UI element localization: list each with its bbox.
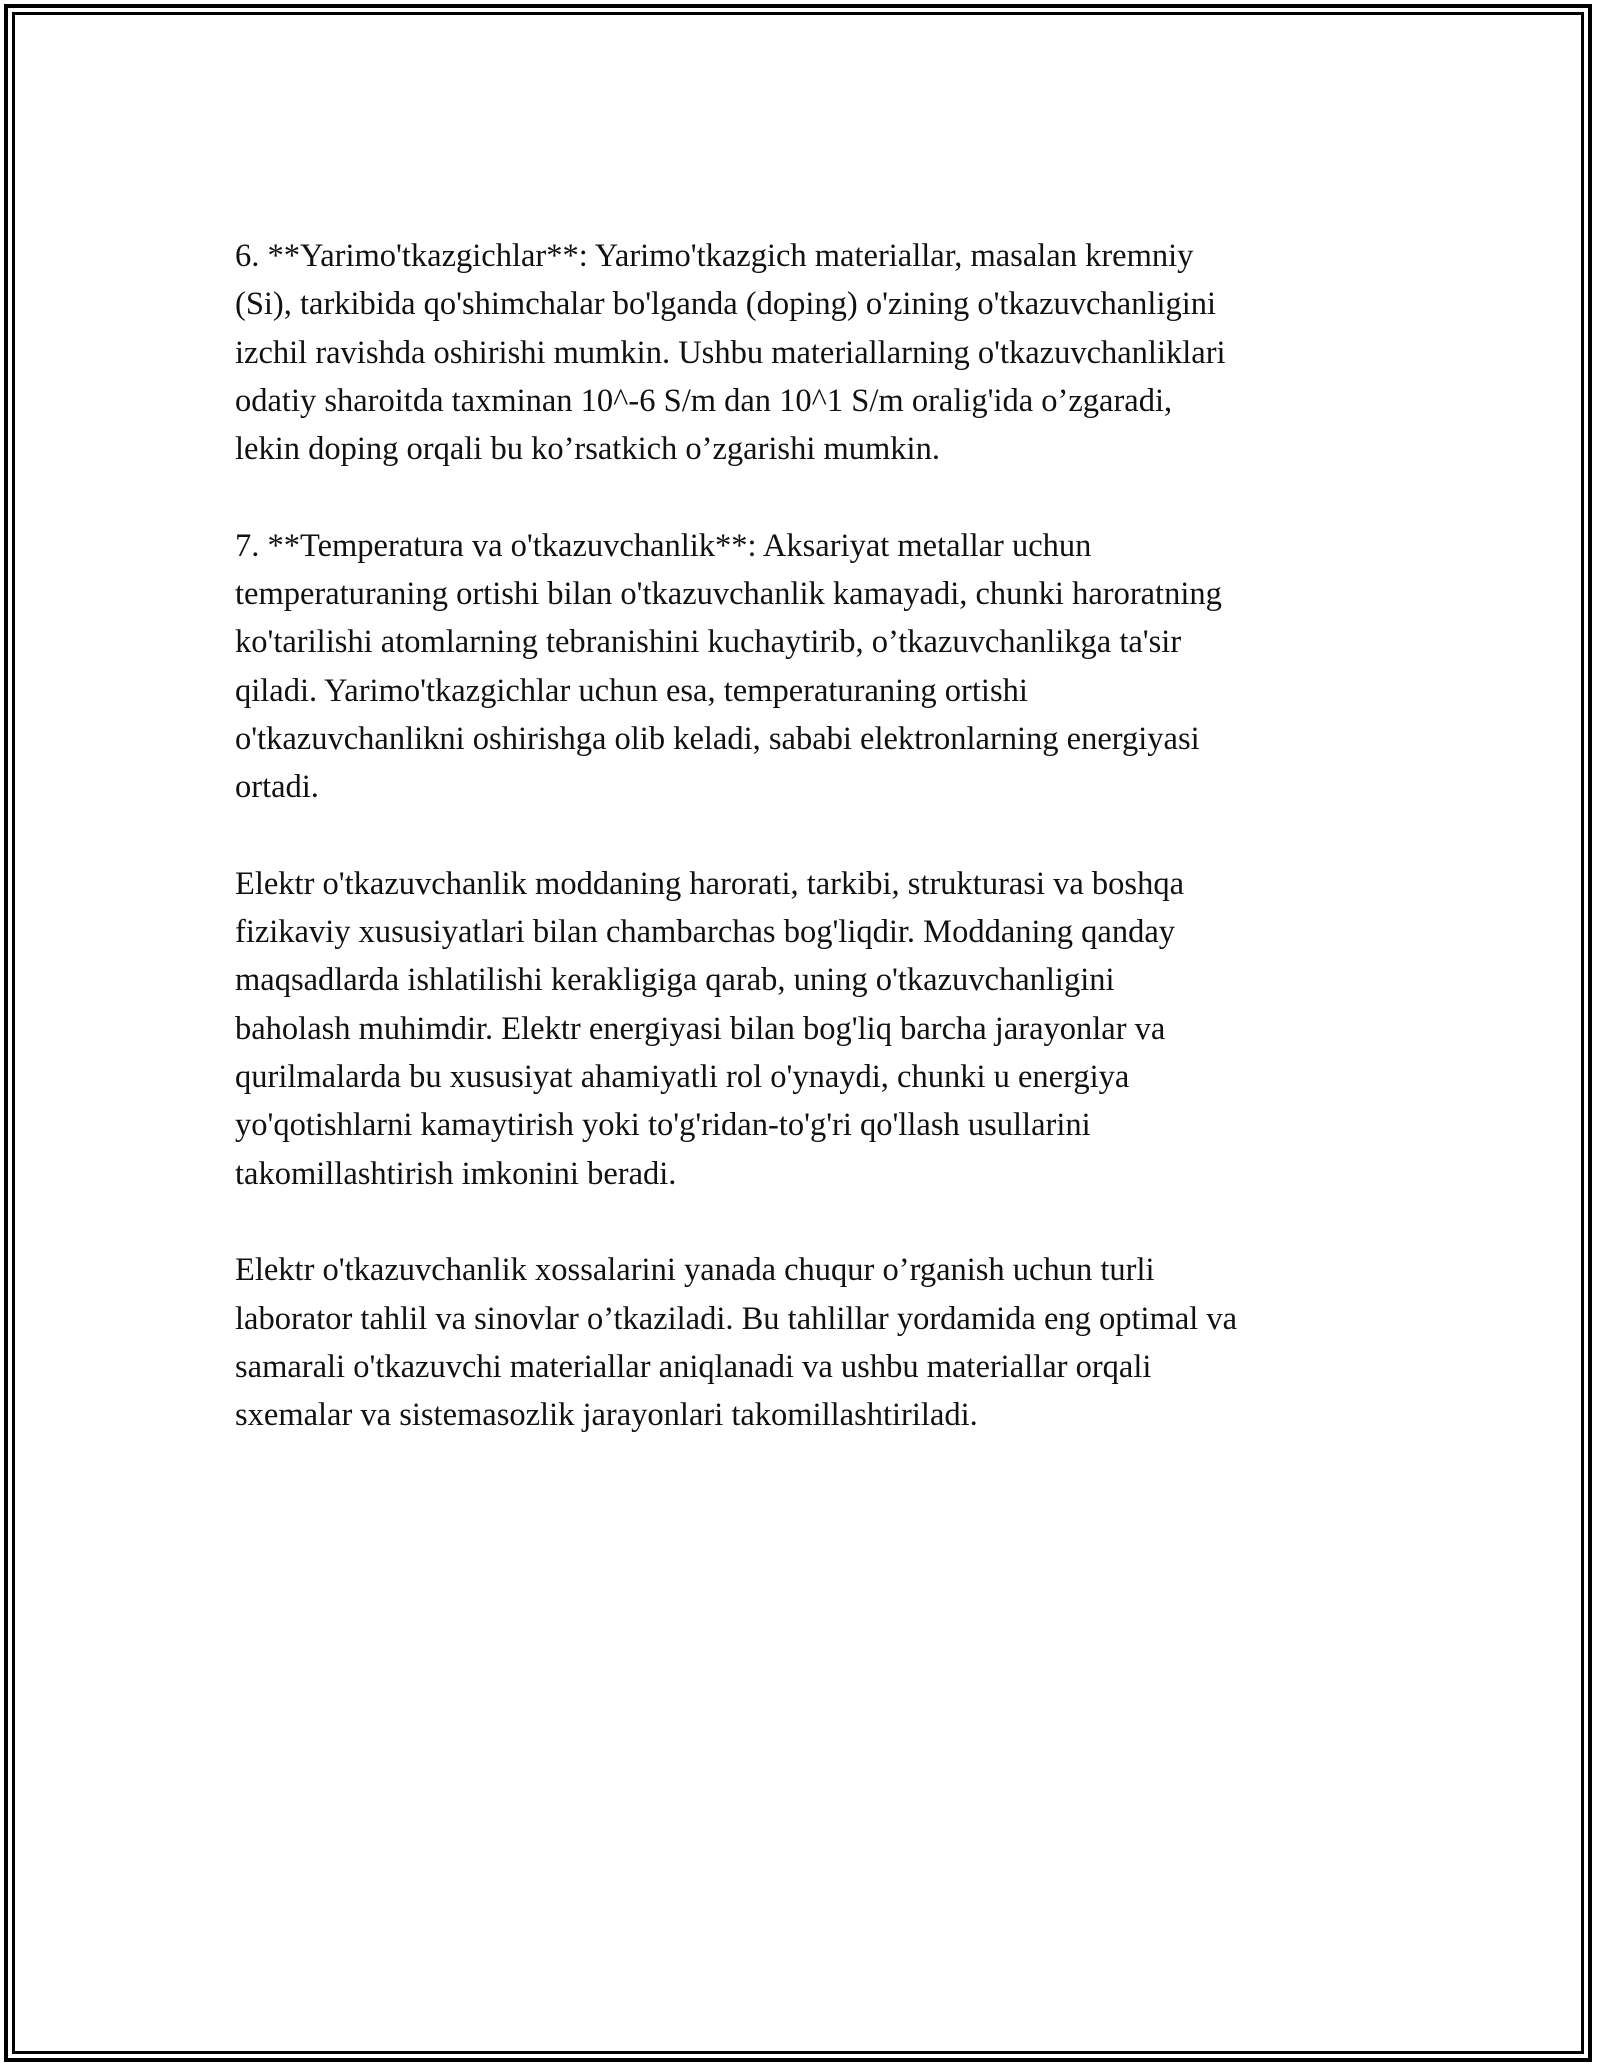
paragraph-conductivity-properties: Elektr o'tkazuvchanlik moddaning harorati, tarkibi, strukturasi va boshqa fizikaviy xususiyatlari bilan chambarchas bog'liqdir. Moddaning qanday maqsadlarda ishlatilishi kerakligiga qarab, uning o'tkazuvchanligini baholash muhimdir. Elektr energiyasi bilan bog'liq barcha jarayonlar va qurilmalarda bu xususiyat ahamiyatli rol o'ynaydi, chunki u energiya yo'qotishlarni kamaytirish yoki to'g'ridan-to'g'ri qo'llash usullarini takomillashtirish imkonini beradi. [235,865,1185,1192]
paragraph-laboratory-analysis: Elektr o'tkazuvchanlik xossalarini yanada chuqur o’rganish uchun turli laborator tahlil va sinovlar o’tkaziladi. Bu tahlillar yordamida eng optimal va samarali o'tkazuvchi materiallar aniqlanadi va ushbu materiallar orqali sxemalar va sistemasozlik jarayonlari takomillashtiriladi. [235,1252,1238,1434]
paragraph-temperature: 7. **Temperatura va o'tkazuvchanlik**: Aksariyat metallar uchun temperaturaning ortishi bilan o'tkazuvchanlik kamayadi, chunki haroratning ko'tarilishi atomlarning tebranishini kuchaytirib, o’tkazuvchanlikga ta'sir qiladi. Yarimo'tkazgichlar uchun esa, temperaturaning ortishi o'tkazuvchanlikni oshirishga olib keladi, sababi elektronlarning energiyasi ortadi. [235,527,1222,806]
document-body [235,232,1380,1439]
paragraph-semiconductors: 6. **Yarimo'tkazgichlar**: Yarimo'tkazgich materiallar, masalan kremniy (Si), tarkibida qo'shimchalar bo'lganda (doping) o'zining o'tkazuvchanligini izchil ravishda oshirishi mumkin. Ushbu materiallarning o'tkazuvchanliklari odatiy sharoitda taxminan 10^-6 S/m dan 10^1 S/m oralig'ida o’zgaradi, lekin doping orqali bu ko’rsatkich o’zgarishi mumkin. [235,238,1226,468]
